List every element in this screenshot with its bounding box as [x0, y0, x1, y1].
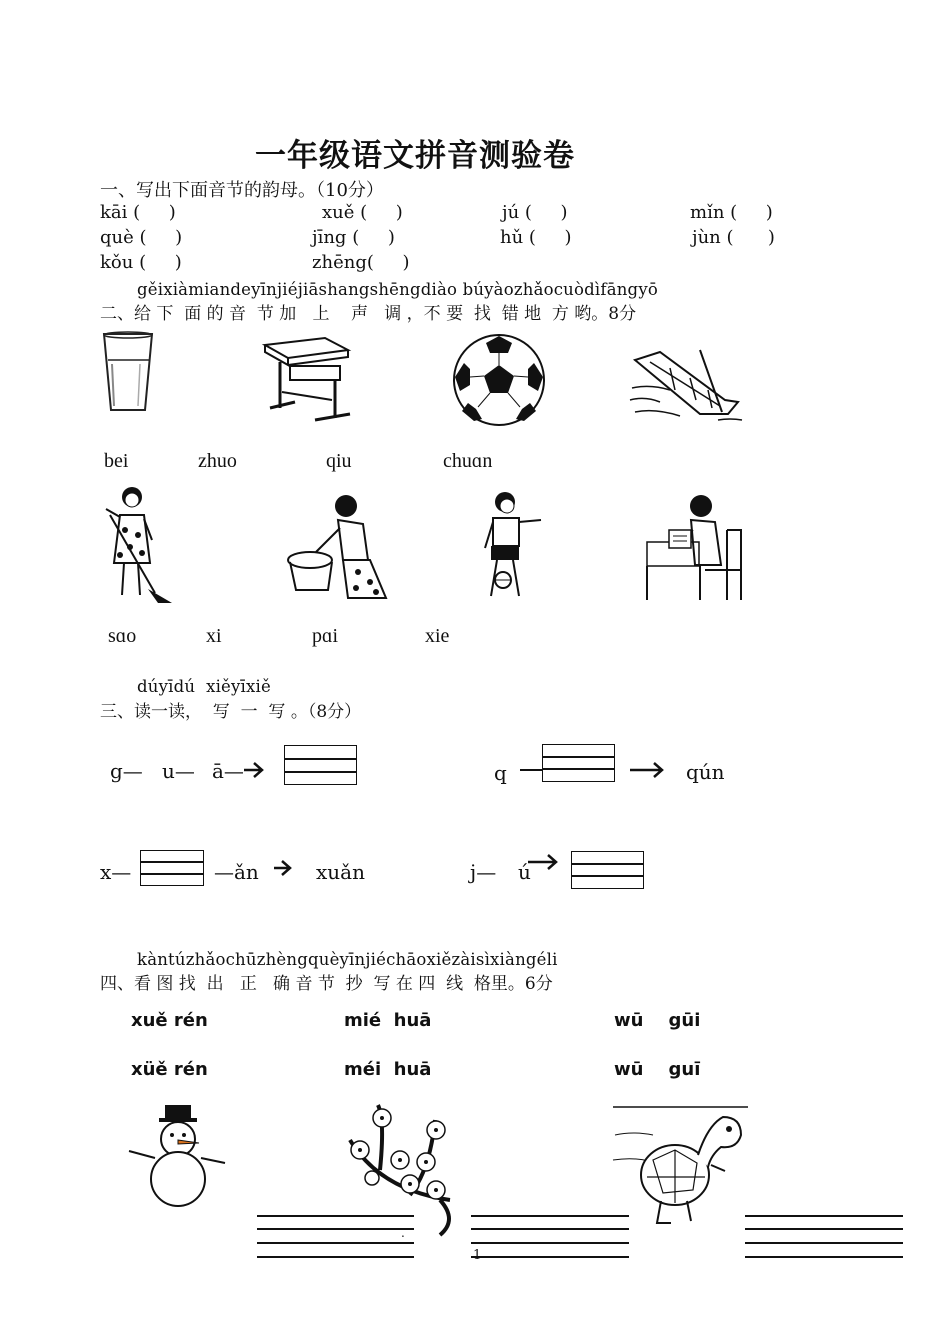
section3-pinyin: dúyīdú xiěyīxiě: [137, 677, 271, 696]
four-line-grid[interactable]: [571, 851, 644, 889]
four-line-grid[interactable]: [542, 744, 615, 782]
snowman-picture: [125, 1103, 230, 1208]
four-line-grid[interactable]: [140, 850, 204, 886]
section4-pinyin: kàntúzhǎochūzhèngquèyīnjiéchāoxiězàisìxiàngéli: [137, 950, 558, 969]
choice-option[interactable]: wū guī: [614, 1059, 701, 1080]
answer-syllable: qún: [686, 760, 725, 784]
syllable-item: hǔ ( ): [500, 227, 572, 248]
syllable-item: zhēng( ): [312, 252, 410, 273]
syllable-item: jùn ( ): [692, 227, 775, 248]
four-line-grid[interactable]: [284, 745, 357, 785]
desk-picture: [260, 330, 355, 425]
spell-part: g—: [110, 759, 143, 783]
spell-part: ú: [518, 860, 531, 884]
spell-part: q: [494, 761, 507, 785]
arrow-icon: [272, 858, 294, 878]
four-line-answer-grid[interactable]: [257, 1215, 414, 1265]
section3-heading: 三、读一读， 写 一 写 。（8分）: [100, 702, 362, 722]
choice-option[interactable]: wū gūi: [614, 1010, 701, 1031]
page-title: 一年级语文拼音测验卷: [255, 138, 575, 174]
pinyin-label: xi: [206, 625, 222, 647]
syllable-item: jú ( ): [502, 202, 568, 223]
arrow-icon: [240, 760, 266, 780]
section4-heading: 四、看 图 找 出 正 确 音 节 抄 写 在 四 线 格里。6分: [100, 974, 553, 994]
pinyin-label: chuɑn: [443, 450, 493, 472]
glass-picture: [100, 330, 160, 415]
pinyin-label: sɑo: [108, 625, 137, 647]
ball-picture: [452, 333, 547, 428]
section1-heading: 一、写出下面音节的韵母。（10分）: [100, 180, 384, 201]
spell-part: j—: [470, 860, 497, 884]
washing-picture: [288, 490, 388, 605]
choice-option[interactable]: xuě rén: [131, 1010, 208, 1031]
syllable-item: què ( ): [100, 227, 183, 248]
syllable-item: jīng ( ): [312, 227, 395, 248]
dot-mark: .: [401, 1226, 405, 1240]
section2-pinyin: gěixiàmiandeyīnjiéjiāshangshēngdiào búyàozhǎocuòdìfāngyō: [137, 280, 658, 299]
arrow-icon: [526, 852, 560, 872]
pinyin-label: bei: [104, 450, 129, 472]
spell-part: x—: [100, 860, 132, 884]
writing-picture: [645, 490, 750, 605]
syllable-item: kǒu ( ): [100, 252, 182, 273]
section2-heading: 二、给 下 面 的 音 节 加 上 声 调 ，不 要 找 错 地 方 哟。8分: [100, 304, 637, 324]
choice-option[interactable]: xüě rén: [131, 1059, 208, 1080]
choice-option[interactable]: mié huā: [344, 1010, 432, 1031]
pinyin-label: pɑi: [312, 625, 339, 647]
syllable-item: kāi ( ): [100, 202, 176, 223]
syllable-item: mǐn ( ): [690, 202, 773, 223]
choice-option[interactable]: méi huā: [344, 1059, 432, 1080]
four-line-answer-grid[interactable]: [745, 1215, 903, 1265]
turtle-picture: [613, 1105, 753, 1230]
spell-part: —ǎn: [214, 860, 259, 884]
pinyin-label: zhuo: [198, 450, 237, 472]
dash-line: [520, 769, 542, 771]
boat-picture: [630, 340, 745, 425]
sweeping-picture: [100, 485, 180, 605]
pinyin-label: xie: [425, 625, 450, 647]
four-line-answer-grid[interactable]: [471, 1215, 629, 1265]
pinyin-label: qiu: [326, 450, 352, 472]
answer-syllable: xuǎn: [316, 860, 365, 884]
spell-part: ā—: [212, 759, 244, 783]
patting-ball-picture: [475, 488, 555, 608]
page-number: 1: [473, 1248, 482, 1263]
arrow-icon: [626, 760, 666, 780]
spell-part: u—: [162, 759, 195, 783]
syllable-item: xuě ( ): [322, 202, 403, 223]
